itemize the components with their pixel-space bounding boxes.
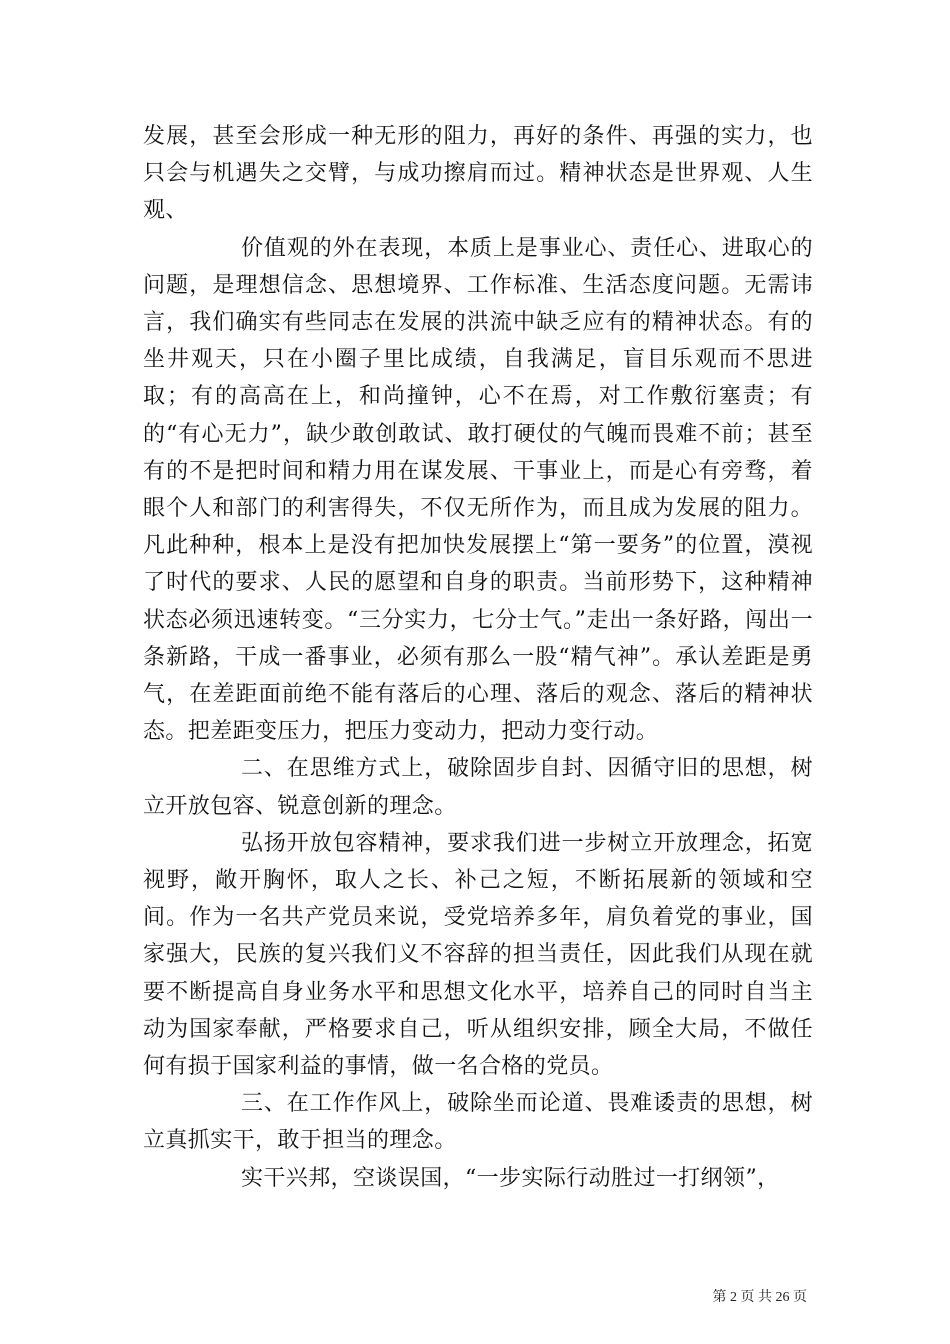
paragraph-4: 实干兴邦，空谈误国，“一步实际行动胜过一打纲领”， — [241, 1165, 780, 1191]
section-heading-2: 二、在思维方式上，破除固步自封、因循守旧的思想，树立开放包容、锐意创新的理念。 — [143, 756, 813, 819]
document-body — [143, 118, 813, 1197]
page-number-footer: 第 2 页 共 26 页 — [712, 1290, 807, 1305]
section-heading-3: 三、在工作作风上，破除坐而论道、畏难诿责的思想，树立真抓实干，敢于担当的理念。 — [143, 1091, 813, 1154]
paragraph-2: 价值观的外在表现，本质上是事业心、责任心、进取心的问题，是理想信念、思想境界、工作标准、生活态度问题。无需讳言，我们确实有些同志在发展的洪流中缺乏应有的精神状态。有的坐井观天，只在小圈子里比成绩，自我满足，盲目乐观而不思进取；有的高高在上，和尚撞钟，心不在焉，对工作敷衍塞责；有的“有心无力”，缺少敢创敢试、敢打硬仗的气魄而畏难不前；甚至有的不是把时间和精力用在谋发展、干事业上，而是心有旁骛，着眼个人和部门的利害得失，不仅无所作为，而且成为发展的阻力。凡此种种，根本上是没有把加快发展摆上“第一要务”的位置，漠视了时代的要求、人民的愿望和自身的职责。当前形势下，这种精神状态必须迅速转变。“三分实力，七分士气。”走出一条好路，闯出一条新路，干成一番事业，必须有那么一股“精气神”。承认差距是勇气，在差距面前绝不能有落后的心理、落后的观念、落后的精神状态。把差距变压力，把压力变动力，把动力变行动。 — [143, 235, 813, 745]
paragraph-1: 发展，甚至会形成一种无形的阻力，再好的条件、再强的实力，也只会与机遇失之交臂，与成功擦肩而过。精神状态是世界观、人生观、 — [143, 124, 813, 224]
paragraph-3: 弘扬开放包容精神，要求我们进一步树立开放理念，拓宽视野，敞开胸怀，取人之长、补己之短，不断拓展新的领域和空间。作为一名共产党员来说，受党培养多年，肩负着党的事业，国家强大，民族的复兴我们义不容辞的担当责任，因此我们从现在就要不断提高自身业务水平和思想文化水平，培养自己的同时自当主动为国家奉献，严格要求自己，听从组织安排，顾全大局，不做任何有损于国家利益的事情，做一名合格的党员。 — [143, 830, 813, 1080]
